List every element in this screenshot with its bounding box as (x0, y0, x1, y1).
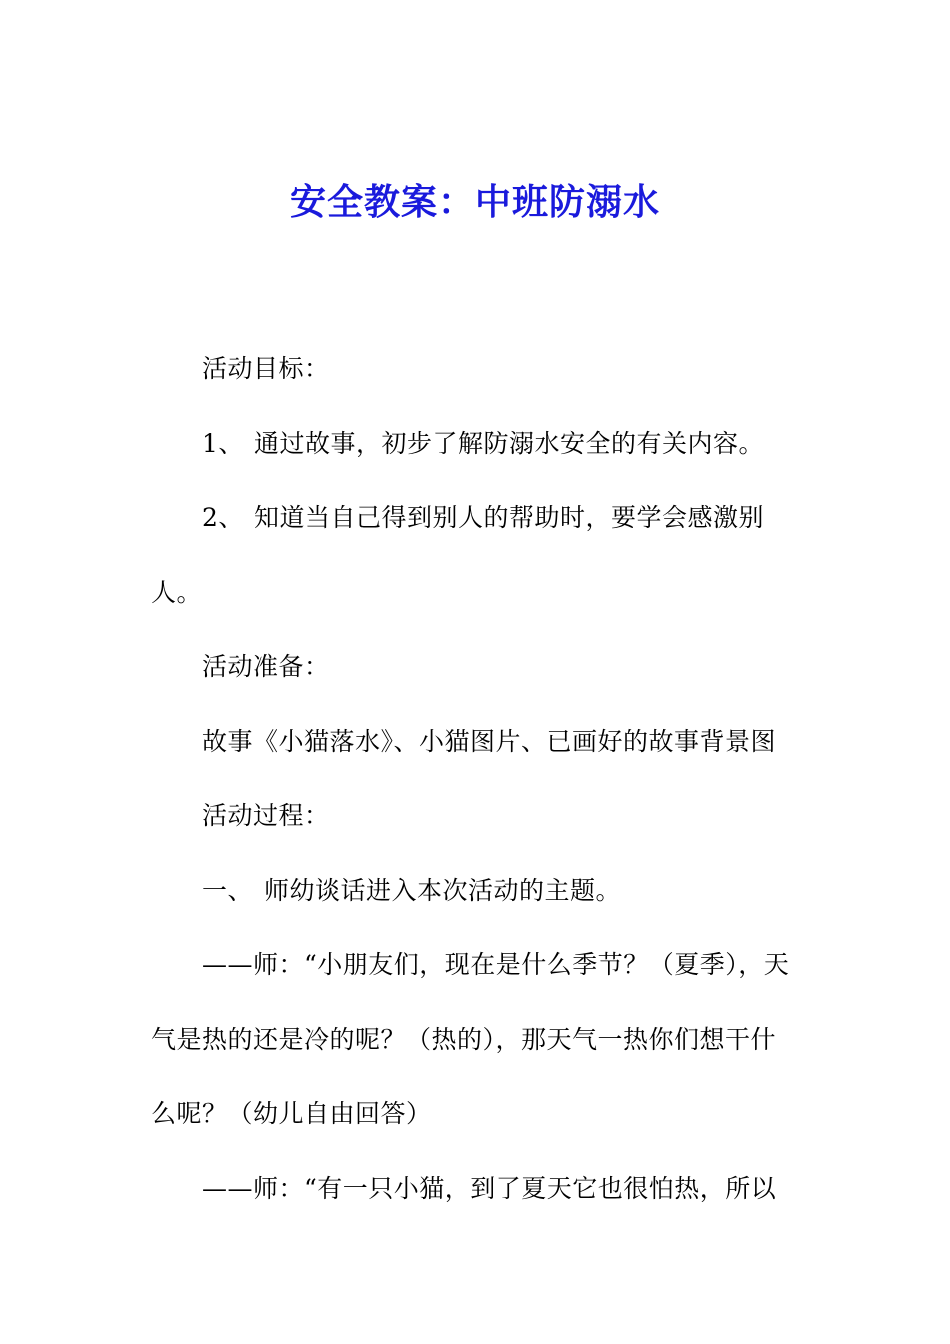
goal-item-1-text: 通过故事，初步了解防溺水安全的有关内容。 (254, 428, 765, 458)
goal-item-2-text: 知道当自己得到别人的帮助时，要学会感激别人。 (151, 503, 765, 607)
process-heading: 活动过程： (202, 801, 330, 830)
document-title: 安全教案：中班防溺水 (289, 181, 660, 223)
step-item-1-number: 一、 (202, 875, 254, 905)
goal-item-2 (151, 481, 801, 630)
dialogue-paragraph-2: ——师：“有一只小猫，到了夏天它也很怕热，所以 (202, 1173, 777, 1203)
goal-item-1 (151, 407, 801, 482)
step-item-1 (151, 854, 801, 929)
goal-item-2-number: 2、 (202, 503, 244, 532)
dialogue-paragraph-1: ——师：“小朋友们，现在是什么季节？（夏季），天气是热的还是冷的呢？（热的），那天气一热你们想干什么呢？（幼儿自由回答） (151, 950, 790, 1128)
document-body (151, 332, 801, 1226)
goals-heading: 活动目标： (202, 354, 330, 383)
prep-heading: 活动准备： (202, 652, 330, 681)
goal-item-1-number: 1、 (202, 428, 244, 458)
prep-text: 故事《小猫落水》、小猫图片、已画好的故事背景图 (202, 726, 777, 756)
step-item-1-text: 师幼谈话进入本次活动的主题。 (264, 875, 622, 905)
